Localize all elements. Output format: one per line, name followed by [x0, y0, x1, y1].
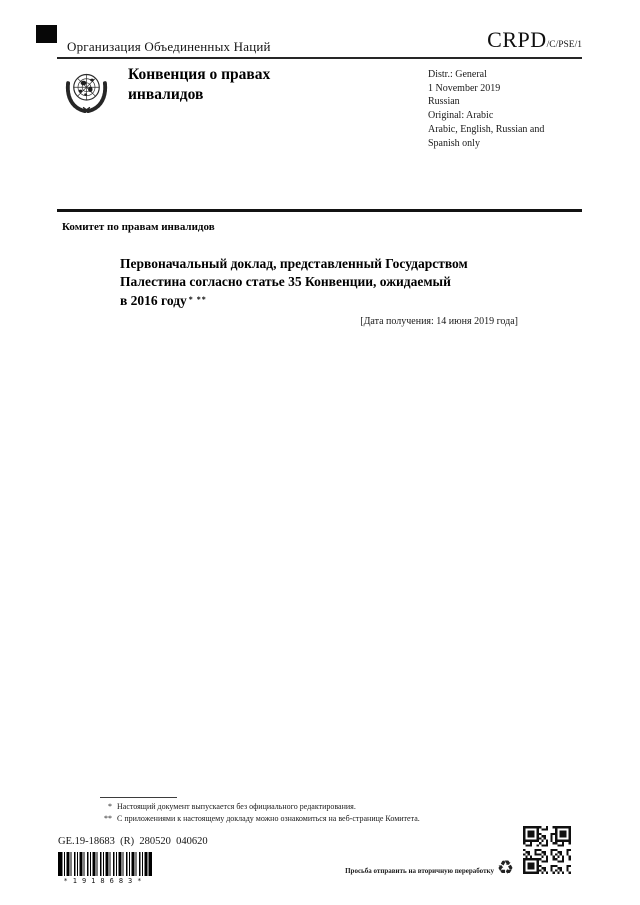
footnote — [88, 813, 568, 825]
recycle-line — [345, 856, 514, 878]
footnote-text: Настоящий документ выпускается без официального редактирования. — [117, 802, 356, 811]
ge-number: GE.19-18683 (R) 280520 040620 — [58, 836, 208, 847]
footnote — [88, 801, 568, 813]
report-title-line1: Первоначальный доклад, представленный Государством — [120, 256, 468, 271]
footnote-rule — [100, 797, 177, 798]
report-title-line3 — [120, 292, 560, 312]
distr-line: Arabic, English, Russian and — [428, 123, 545, 135]
report-title — [120, 255, 560, 312]
corner-registration-mark — [36, 25, 57, 43]
header-rule — [57, 57, 582, 59]
date-received: [Дата получения: 14 июня 2019 года] — [360, 316, 518, 327]
report-title-line2: Палестина согласно статье 35 Конвенции, ожидаемый — [120, 274, 451, 290]
document-symbol-sub: /C/PSE/1 — [546, 40, 582, 50]
un-emblem-icon — [61, 66, 112, 117]
footnotes-block — [88, 801, 568, 825]
recycle-icon: ♻ — [496, 857, 514, 879]
barcode — [58, 852, 152, 885]
distr-line: Original: Arabic — [428, 110, 494, 122]
footnote-marker: ** — [104, 814, 112, 823]
distr-line: Spanish only — [428, 137, 480, 149]
distr-line: 1 November 2019 — [428, 82, 501, 94]
footnote-text: С приложениями к настоящему докладу можно ознакомиться на веб-странице Комитета. — [117, 814, 420, 823]
distr-block — [428, 68, 544, 150]
footnote-reference-marks: * ** — [188, 294, 207, 304]
treaty-title-line1: Конвенция о правах — [128, 66, 271, 83]
footnote-marker: * — [108, 802, 112, 811]
recycle-text: Просьба отправить на вторичную переработку — [345, 867, 494, 875]
committee-name: Комитет по правам инвалидов — [62, 221, 215, 233]
treaty-title-line2: инвалидов — [128, 86, 204, 103]
org-name: Организация Объединенных Наций — [67, 39, 271, 54]
distr-line: Russian — [428, 96, 460, 108]
section-rule — [57, 209, 582, 212]
barcode-text: *1918683* — [63, 877, 147, 885]
qr-code — [521, 826, 573, 874]
document-symbol — [300, 27, 582, 53]
distr-line: Distr.: General — [428, 69, 487, 80]
treaty-title — [128, 65, 270, 105]
barcode-bars — [58, 852, 152, 876]
report-title-line3-text: в 2016 году — [120, 292, 187, 308]
document-symbol-main: CRPD — [487, 27, 547, 52]
